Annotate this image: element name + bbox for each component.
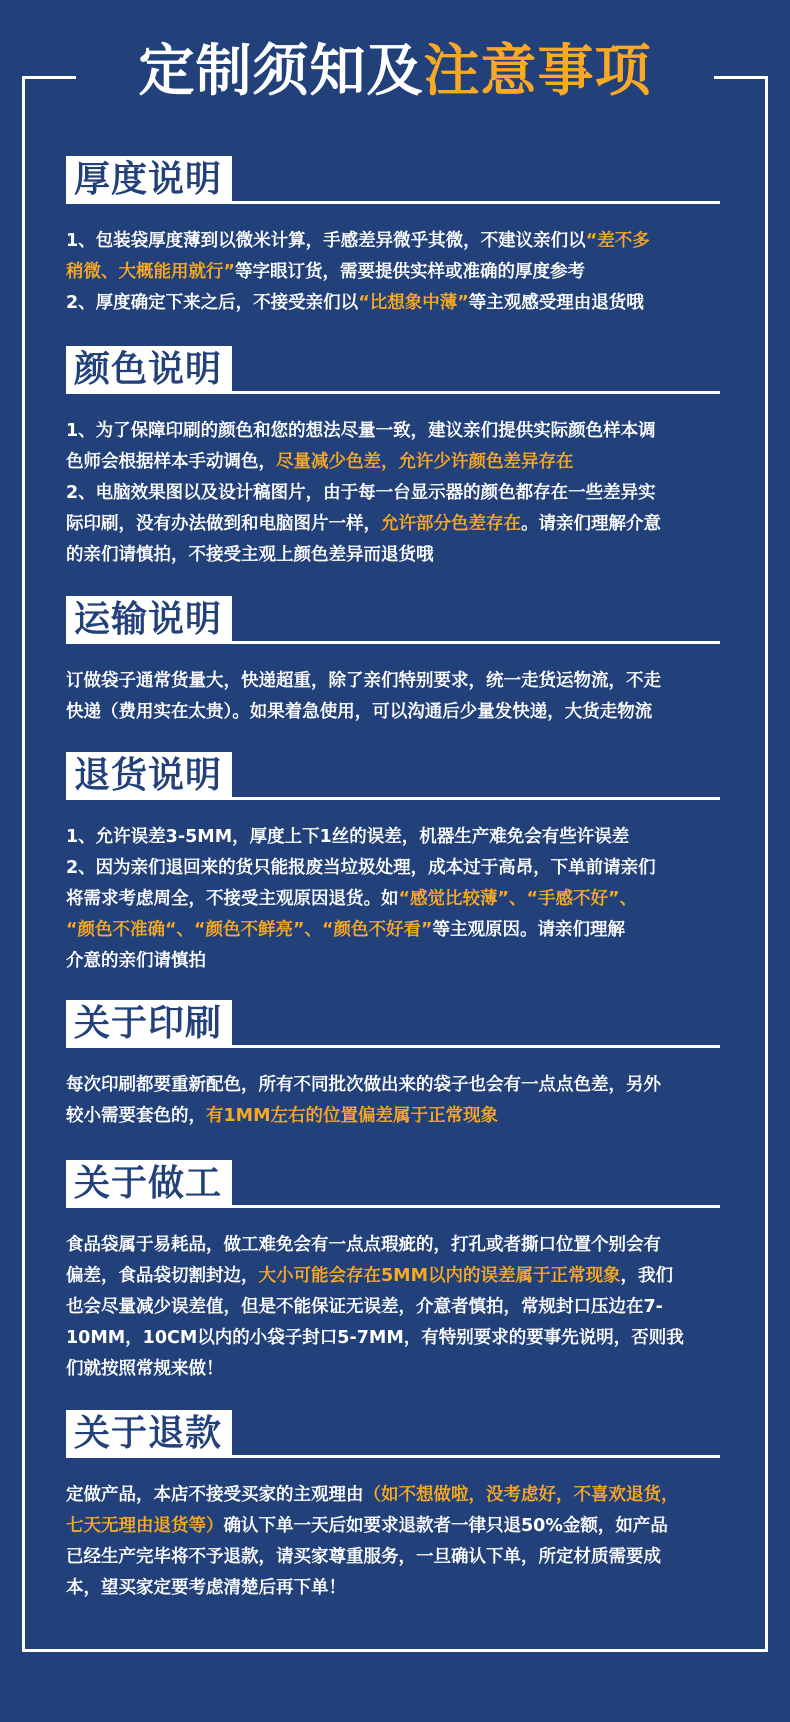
highlight-text: 尽量减少色差，允许少许颜色差异存在 xyxy=(276,452,574,472)
body-text: 等字眼订货，需要提供实样或准确的厚度参考 xyxy=(235,262,586,282)
highlight-text: 稍微、大概能用就行” xyxy=(66,262,236,282)
body-line xyxy=(66,1511,726,1542)
body-line xyxy=(66,822,726,853)
body-line xyxy=(66,416,726,447)
body-line xyxy=(66,1101,726,1132)
body-text: 1、为了保障印刷的颜色和您的想法尽量一致，建议亲们提供实际颜色样本调 xyxy=(66,421,656,441)
body-line xyxy=(66,946,726,977)
body-line xyxy=(66,288,726,319)
body-text: 介意的亲们请慎拍 xyxy=(66,951,206,971)
body-line xyxy=(66,447,726,478)
highlight-text: “比想象中薄” xyxy=(358,293,469,313)
section-header xyxy=(66,1410,726,1466)
section-color xyxy=(66,346,726,571)
body-line xyxy=(66,478,726,509)
frame-left xyxy=(22,76,25,1652)
body-line xyxy=(66,1542,726,1573)
section-title: 退货说明 xyxy=(66,752,232,800)
section-body xyxy=(66,226,726,319)
body-line xyxy=(66,1573,726,1604)
highlight-text: 有1MM左右的位置偏差属于正常现象 xyxy=(206,1106,499,1126)
highlight-text: 七天无理由退货等） xyxy=(66,1516,224,1536)
section-shipping xyxy=(66,596,726,728)
body-line xyxy=(66,257,726,288)
section-printing xyxy=(66,1000,726,1132)
body-text: 1、允许误差3-5MM，厚度上下1丝的误差，机器生产难免会有些许误差 xyxy=(66,827,630,847)
highlight-text: “感觉比较薄”、“手感不好”、 xyxy=(398,889,638,909)
body-text: 等主观原因。请亲们理解 xyxy=(432,920,626,940)
body-line xyxy=(66,666,726,697)
section-header xyxy=(66,1000,726,1056)
body-text: 们就按照常规来做！ xyxy=(66,1359,224,1379)
body-line xyxy=(66,915,726,946)
section-title: 颜色说明 xyxy=(66,346,232,394)
highlight-text: 大小可能会存在5MM以内的误差属于正常现象 xyxy=(258,1266,621,1286)
body-line xyxy=(66,1323,726,1354)
body-text: 偏差，食品袋切割封边， xyxy=(66,1266,259,1286)
body-line xyxy=(66,697,726,728)
body-line xyxy=(66,226,726,257)
body-text: 确认下单一天后如要求退款者一律只退50%金额，如产品 xyxy=(223,1516,668,1536)
section-header xyxy=(66,752,726,808)
body-line xyxy=(66,1354,726,1385)
section-body xyxy=(66,1230,726,1385)
body-text: 2、电脑效果图以及设计稿图片，由于每一台显示器的颜色都存在一些差异实 xyxy=(66,483,656,503)
body-text: 2、因为亲们退回来的货只能报废当垃圾处理，成本过于高昂，下单前请亲们 xyxy=(66,858,656,878)
body-line xyxy=(66,1292,726,1323)
body-line xyxy=(66,1480,726,1511)
body-line xyxy=(66,1070,726,1101)
section-title: 关于印刷 xyxy=(66,1000,232,1048)
section-title: 关于做工 xyxy=(66,1160,232,1208)
section-body xyxy=(66,1070,726,1132)
section-body xyxy=(66,416,726,571)
highlight-text: 允许部分色差存在 xyxy=(381,514,521,534)
body-line xyxy=(66,1261,726,1292)
section-title: 运输说明 xyxy=(66,596,232,644)
body-text: 本，望买家定要考虑清楚后再下单！ xyxy=(66,1578,346,1598)
section-title: 厚度说明 xyxy=(66,156,232,204)
body-text: 2、厚度确定下来之后，不接受亲们以 xyxy=(66,293,359,313)
section-header xyxy=(66,346,726,402)
body-line xyxy=(66,540,726,571)
highlight-text: “颜色不准确“、“颜色不鲜亮”、“颜色不好看” xyxy=(66,920,433,940)
body-text: 已经生产完毕将不予退款，请买家尊重服务，一旦确认下单，所定材质需要成 xyxy=(66,1547,661,1567)
body-text: 10MM，10CM以内的小袋子封口5-7MM，有特别要求的要事先说明，否则我 xyxy=(66,1328,684,1348)
body-text: 等主观感受理由退货哦 xyxy=(468,293,644,313)
section-refund xyxy=(66,1410,726,1604)
body-line xyxy=(66,1230,726,1261)
frame-right xyxy=(765,76,768,1652)
body-text: 食品袋属于易耗品，做工难免会有一点点瑕疵的，打孔或者撕口位置个别会有 xyxy=(66,1235,661,1255)
highlight-text: （如不想做啦，没考虑好，不喜欢退货， xyxy=(363,1485,679,1505)
section-title: 关于退款 xyxy=(66,1410,232,1458)
body-text: 的亲们请慎拍，不接受主观上颜色差异而退货哦 xyxy=(66,545,434,565)
section-body xyxy=(66,1480,726,1604)
section-header xyxy=(66,156,726,212)
body-line xyxy=(66,884,726,915)
frame-bottom xyxy=(22,1649,768,1652)
body-text: 快递（费用实在太贵）。如果着急使用，可以沟通后少量发快递，大货走物流 xyxy=(66,702,653,722)
page-title-part1: 定制须知及 xyxy=(138,39,424,104)
body-text: 际印刷，没有办法做到和电脑图片一样， xyxy=(66,514,381,534)
body-text: 定做产品，本店不接受买家的主观理由 xyxy=(66,1485,364,1505)
section-body xyxy=(66,822,726,977)
section-header xyxy=(66,596,726,652)
section-returns xyxy=(66,752,726,977)
body-line xyxy=(66,853,726,884)
body-text: 订做袋子通常货量大，快递超重，除了亲们特别要求，统一走货运物流，不走 xyxy=(66,671,661,691)
body-text: 也会尽量减少误差值，但是不能保证无误差，介意者慎拍，常规封口压边在7- xyxy=(66,1297,663,1317)
section-thickness xyxy=(66,156,726,319)
page-title-part2: 注意事项 xyxy=(423,39,652,104)
body-text: 将需求考虑周全，不接受主观原因退货。如 xyxy=(66,889,399,909)
section-workmanship xyxy=(66,1160,726,1385)
body-text: ，我们 xyxy=(620,1266,674,1286)
page-title xyxy=(0,36,790,108)
body-text: 每次印刷都要重新配色，所有不同批次做出来的袋子也会有一点点色差，另外 xyxy=(66,1075,661,1095)
body-text: 较小需要套色的， xyxy=(66,1106,206,1126)
highlight-text: “差不多 xyxy=(585,231,650,251)
body-line xyxy=(66,509,726,540)
body-text: 。请亲们理解介意 xyxy=(521,514,661,534)
section-body xyxy=(66,666,726,728)
body-text: 1、包装袋厚度薄到以微米计算，手感差异微乎其微，不建议亲们以 xyxy=(66,231,586,251)
section-header xyxy=(66,1160,726,1216)
body-text: 色师会根据样本手动调色， xyxy=(66,452,276,472)
